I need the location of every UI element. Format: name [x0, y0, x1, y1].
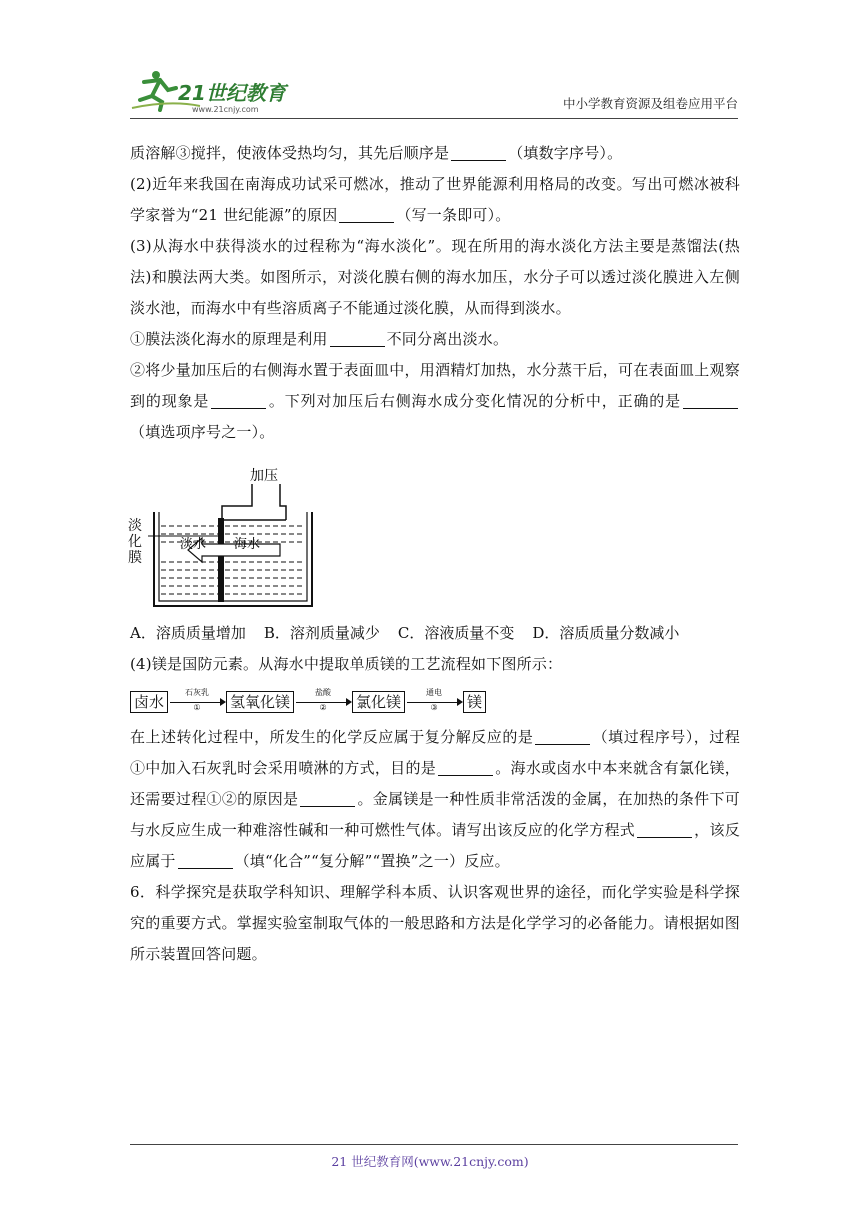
- option-a[interactable]: A．溶质质量增加: [130, 624, 246, 642]
- footer-link[interactable]: 21 世纪教育网(www.21cnjy.com): [331, 1154, 529, 1169]
- flow-arrow-3: 通电 ③: [405, 690, 463, 714]
- pressure-label: 加压: [250, 468, 278, 484]
- svg-text:www.21cnjy.com: www.21cnjy.com: [192, 105, 259, 114]
- flow-box-mg-chloride: 氯化镁: [352, 691, 405, 713]
- flow-box-mg: 镁: [463, 691, 486, 713]
- q5-part2: (2)近年来我国在南海成功试采可燃冰，推动了世界能源利用格局的改变。写出可燃冰被科学家誉为“21 世纪能源”的原因 （写一条即可）。: [130, 175, 740, 224]
- answer-blank[interactable]: [451, 145, 506, 161]
- answer-blank[interactable]: [211, 393, 266, 409]
- q5-part4: (4)镁是国防元素。从海水中提取单质镁的工艺流程如下图所示：: [130, 655, 563, 673]
- flow-arrow-2: 盐酸 ②: [294, 690, 352, 714]
- magnesium-process-flow: [130, 686, 740, 718]
- q5-part3-sub2: ②将少量加压后的右侧海水置于表面皿中，用酒精灯加热，水分蒸干后，可在表面皿上观察到的现象是 。下列对加压后右侧海水成分变化情况的分析中，正确的是（填选项序号之一）。: [130, 361, 740, 441]
- question-body: [130, 138, 740, 970]
- header-divider: [130, 118, 738, 119]
- desalination-figure: [130, 464, 330, 612]
- option-b[interactable]: B．溶剂质量减少: [263, 624, 380, 642]
- platform-name: 中小学教育资源及组卷应用平台: [562, 96, 738, 111]
- answer-blank[interactable]: [339, 207, 394, 223]
- answer-blank[interactable]: [683, 393, 738, 409]
- option-d[interactable]: D．溶质质量分数减小: [532, 624, 680, 642]
- sea-water-label: 海水: [234, 537, 261, 552]
- answer-blank[interactable]: [178, 853, 233, 869]
- footer-divider: [130, 1144, 738, 1145]
- page-header: [130, 66, 738, 120]
- answer-blank[interactable]: [300, 791, 355, 807]
- flow-arrow-1: 石灰乳 ①: [168, 690, 226, 714]
- q5-part1-tail: 质溶解③搅拌，使液体受热均匀，其先后顺序是 （填数字序号）。: [130, 144, 623, 162]
- site-logo: [130, 66, 300, 116]
- option-c[interactable]: C．溶液质量不变: [397, 624, 515, 642]
- question-6: 6．科学探究是获取学科知识、理解学科本质、认识客观世界的途径，而化学实验是科学探究的重要方式。掌握实验室制取气体的一般思路和方法是化学学习的必备能力。请根据如图所示装置回答问题。: [130, 883, 740, 963]
- answer-blank[interactable]: [438, 760, 493, 776]
- svg-text:21世纪教育: 21世纪教育: [178, 81, 286, 105]
- answer-blank[interactable]: [637, 822, 692, 838]
- membrane-label: 淡化膜: [128, 518, 142, 566]
- q5-part4-questions: 在上述转化过程中，所发生的化学反应属于复分解反应的是 （填过程序号），过程①中加入石灰乳时会采用喷淋的方式，目的是 。海水或卤水中本来就含有氯化镁，还需要过程①②的原因是 。金属镁是一种性质非常活泼的金属，在加热的条件下可与水反应生成一种难溶性碱和一种可燃性气体。请写出该反应的化学方程式 ，该反应属于 （填“化合”“复分解”“置换”之一）反应。: [130, 728, 740, 870]
- desalination-diagram: [130, 464, 330, 612]
- q5-part3-sub1: ①膜法淡化海水的原理是利用 不同分离出淡水。: [130, 330, 509, 348]
- answer-blank[interactable]: [535, 729, 590, 745]
- flow-box-mg-hydroxide: 氢氧化镁: [226, 691, 294, 713]
- answer-options: [130, 618, 740, 649]
- flow-box-brine: 卤水: [130, 691, 168, 713]
- q5-part3: (3)从海水中获得淡水的过程称为“海水淡化”。现在所用的海水淡化方法主要是蒸馏法(热法)和膜法两大类。如图所示，对淡化膜右侧的海水加压，水分子可以透过淡化膜进入左侧淡水池，而海水中有些溶质离子不能通过淡化膜，从而得到淡水。: [130, 237, 740, 317]
- fresh-water-label: 淡水: [180, 537, 207, 552]
- answer-blank[interactable]: [330, 331, 385, 347]
